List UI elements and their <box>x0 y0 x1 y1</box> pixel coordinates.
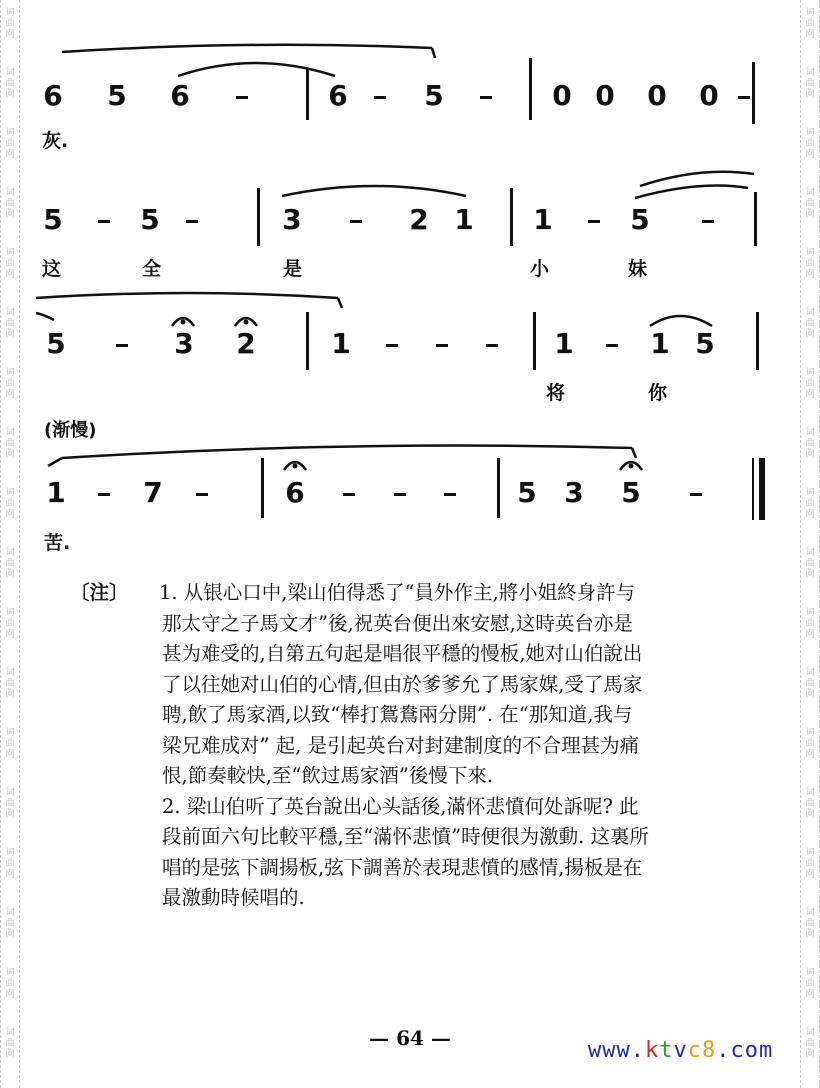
note: 0 <box>647 79 667 112</box>
watermark-char: 词 <box>5 428 15 438</box>
watermark-char: 词 <box>805 68 815 78</box>
slur <box>632 448 636 458</box>
watermark-char: 曲 <box>805 619 815 629</box>
watermark-char: 词 <box>5 8 15 18</box>
watermark-char: 词 <box>5 848 15 858</box>
slur <box>36 313 54 320</box>
note: 5 <box>695 327 715 360</box>
watermark-char: 网 <box>805 150 815 160</box>
watermark-char: 词 <box>5 128 15 138</box>
dash <box>486 344 498 347</box>
watermark-char: 曲 <box>805 139 815 149</box>
lyric: 将 <box>546 382 566 404</box>
dash <box>236 96 248 99</box>
note-paragraph-1-cont <box>76 609 776 792</box>
lyric: 你 <box>648 382 668 404</box>
watermark-char: 网 <box>805 810 815 820</box>
site-part: .com <box>716 1038 774 1063</box>
note: 1 <box>331 327 351 360</box>
watermark-char: 网 <box>805 1050 815 1060</box>
watermark-char: 网 <box>5 90 15 100</box>
lyric: 全 <box>142 258 162 280</box>
watermark-char: 曲 <box>5 919 15 929</box>
tempo-marking: (渐慢) <box>44 420 97 441</box>
watermark-char: 曲 <box>805 559 815 569</box>
watermark-char: 词 <box>805 368 815 378</box>
note-line: 恨,節奏較快,至“飲过馬家酒”後慢下來. <box>162 764 494 787</box>
note-line: 段前面六句比較平穩,至“滿怀悲憤”時便很为激動. 这裏所 <box>162 825 650 848</box>
watermark-char: 网 <box>805 30 815 40</box>
slur <box>62 45 432 52</box>
watermark-char: 曲 <box>5 79 15 89</box>
fermata-dot <box>181 320 186 325</box>
note-line: 2. 梁山伯听了英台說出心头話後,滿怀悲憤何处訴呢? 此 <box>162 794 639 818</box>
site-part: t <box>659 1038 674 1063</box>
note: 2 <box>236 327 256 360</box>
watermark-char: 词 <box>805 788 815 798</box>
slur <box>36 293 338 298</box>
barline <box>533 312 536 370</box>
dash <box>690 493 702 496</box>
watermark-char: 网 <box>5 450 15 460</box>
dash <box>738 96 750 99</box>
note: 3 <box>174 327 194 360</box>
note-line: 甚为难受的,自第五句起是唱很平穩的慢板,她对山伯說出 <box>162 642 643 665</box>
barline <box>752 62 755 124</box>
note: 5 <box>107 79 127 112</box>
watermark-char: 词 <box>5 248 15 258</box>
dash <box>343 493 355 496</box>
watermark-char: 曲 <box>805 259 815 269</box>
slur <box>635 186 748 198</box>
note-paragraph-2 <box>76 792 776 914</box>
watermark-char: 曲 <box>5 19 15 29</box>
watermark-char: 词 <box>805 248 815 258</box>
watermark-char: 曲 <box>5 559 15 569</box>
watermark-char: 曲 <box>5 439 15 449</box>
watermark-char: 词 <box>5 668 15 678</box>
watermark-char: 曲 <box>805 199 815 209</box>
barline <box>306 68 309 120</box>
dash <box>588 220 600 223</box>
lyric: 这 <box>42 258 62 280</box>
watermark-char: 词 <box>5 188 15 198</box>
watermark-char: 词 <box>5 908 15 918</box>
barline <box>306 312 309 370</box>
final-barline-thick <box>759 458 765 520</box>
watermark-char: 词 <box>5 68 15 78</box>
watermark-char: 词 <box>805 728 815 738</box>
watermark-char: 网 <box>5 870 15 880</box>
watermark-char: 曲 <box>5 859 15 869</box>
dash <box>480 96 492 99</box>
note: 6 <box>43 79 63 112</box>
note: 1 <box>533 203 553 236</box>
watermark-char: 词 <box>805 128 815 138</box>
barline <box>510 188 513 246</box>
dash <box>116 344 128 347</box>
watermark-char: 曲 <box>805 499 815 509</box>
watermark-char: 网 <box>5 570 15 580</box>
slur <box>48 458 62 466</box>
note: 3 <box>282 203 302 236</box>
watermark-char: 网 <box>805 870 815 880</box>
watermark-char: 网 <box>805 270 815 280</box>
watermark-char: 曲 <box>805 739 815 749</box>
watermark-char: 网 <box>5 750 15 760</box>
watermark-char: 网 <box>5 210 15 220</box>
watermark-char: 曲 <box>5 739 15 749</box>
dash <box>702 220 714 223</box>
watermark-char: 曲 <box>5 259 15 269</box>
watermark-char: 网 <box>805 630 815 640</box>
watermark-char: 曲 <box>5 979 15 989</box>
dash <box>386 344 398 347</box>
watermark-char: 曲 <box>805 379 815 389</box>
watermark-char: 网 <box>805 210 815 220</box>
watermark-char: 网 <box>805 450 815 460</box>
watermark-char: 网 <box>805 330 815 340</box>
watermark-char: 曲 <box>5 499 15 509</box>
watermark-char: 词 <box>5 608 15 618</box>
watermark-char: 曲 <box>805 19 815 29</box>
watermark-char: 网 <box>805 990 815 1000</box>
watermark-char: 网 <box>5 1050 15 1060</box>
watermark-char: 网 <box>5 150 15 160</box>
note: 5 <box>621 476 641 509</box>
watermark-char: 网 <box>805 510 815 520</box>
watermark-char: 网 <box>5 330 15 340</box>
dash <box>436 344 448 347</box>
note: 5 <box>140 203 160 236</box>
note: 7 <box>143 476 163 509</box>
watermark-char: 网 <box>5 390 15 400</box>
dash <box>394 493 406 496</box>
note-line: 那太守之子馬文才”後,祝英台便出來安慰,这時英台亦是 <box>162 611 633 635</box>
slur <box>640 172 754 186</box>
watermark-char: 词 <box>805 848 815 858</box>
lyric: 妹 <box>628 258 648 280</box>
watermark-char: 词 <box>5 1028 15 1038</box>
lyric: 灰. <box>42 130 69 152</box>
watermark-char: 曲 <box>5 1039 15 1049</box>
slur <box>338 298 342 308</box>
note: 6 <box>170 79 190 112</box>
lyric: 小 <box>530 258 550 280</box>
lyric: 苦. <box>44 532 71 554</box>
watermark-char: 曲 <box>5 139 15 149</box>
watermark-char: 曲 <box>5 379 15 389</box>
note: 6 <box>328 79 348 112</box>
dash <box>186 220 198 223</box>
dash <box>444 493 456 496</box>
watermark-char: 曲 <box>5 619 15 629</box>
note: 0 <box>595 79 615 112</box>
watermark-char: 网 <box>805 750 815 760</box>
watermark-char: 曲 <box>805 319 815 329</box>
watermark-char: 词 <box>5 968 15 978</box>
watermark-char: 曲 <box>805 439 815 449</box>
watermark-char: 网 <box>5 930 15 940</box>
dash <box>196 493 208 496</box>
dash <box>350 220 362 223</box>
barline <box>261 458 264 518</box>
slur <box>178 63 335 76</box>
watermark-char: 网 <box>5 510 15 520</box>
watermark-char: 曲 <box>805 79 815 89</box>
watermark-char: 词 <box>805 608 815 618</box>
note-line: 梁兄难成对” 起, 是引起英台对封建制度的不合理甚为痛 <box>162 733 640 757</box>
note-line: 了以往她对山伯的心情,但由於爹爹允了馬家媒,受了馬家 <box>162 672 643 696</box>
watermark-char: 网 <box>5 30 15 40</box>
watermark-char: 词 <box>5 548 15 558</box>
watermark-char: 词 <box>5 488 15 498</box>
notes-label: 〔注〕 <box>70 581 129 604</box>
site-watermark <box>588 1038 773 1063</box>
watermark-char: 网 <box>805 90 815 100</box>
site-part: c8 <box>687 1038 717 1063</box>
site-part: k <box>644 1038 660 1063</box>
watermark-char: 网 <box>805 390 815 400</box>
fermata-dot <box>629 464 634 469</box>
fermata-dot <box>293 464 298 469</box>
site-part: www. <box>588 1038 645 1063</box>
watermark-char: 词 <box>805 488 815 498</box>
watermark-char: 词 <box>805 428 815 438</box>
note-line: 最激動時候唱的. <box>162 886 305 909</box>
watermark-char: 曲 <box>5 199 15 209</box>
note: 2 <box>409 203 429 236</box>
barline <box>257 188 260 246</box>
barline <box>497 458 500 518</box>
watermark-char: 词 <box>805 188 815 198</box>
note-line: 聘,飲了馬家酒,以致“棒打鴛鴦兩分開”. 在“那知道,我与 <box>162 703 633 726</box>
note: 5 <box>43 203 63 236</box>
watermark-char: 词 <box>805 668 815 678</box>
watermark-char: 曲 <box>5 679 15 689</box>
dash <box>374 96 386 99</box>
note: 6 <box>285 476 305 509</box>
watermark-char: 曲 <box>805 799 815 809</box>
note: 1 <box>554 327 574 360</box>
barline <box>529 58 532 120</box>
watermark-char: 网 <box>5 270 15 280</box>
annotation-notes <box>70 578 776 914</box>
dash <box>606 344 618 347</box>
watermark-char: 曲 <box>5 799 15 809</box>
watermark-char: 词 <box>805 968 815 978</box>
watermark-char: 词 <box>5 368 15 378</box>
note: 1 <box>650 327 670 360</box>
note-line: 唱的是弦下調揚板,弦下調善於表現悲憤的感情,揚板是在 <box>162 855 643 879</box>
watermark-char: 曲 <box>805 1039 815 1049</box>
watermark-char: 网 <box>5 810 15 820</box>
watermark-char: 曲 <box>5 319 15 329</box>
watermark-char: 词 <box>805 308 815 318</box>
final-barline-thin <box>752 458 754 520</box>
watermark-char: 网 <box>805 570 815 580</box>
note: 5 <box>46 327 66 360</box>
watermark-char: 网 <box>805 690 815 700</box>
dash <box>98 493 110 496</box>
slur <box>282 186 466 196</box>
slur <box>650 316 712 326</box>
watermark-char: 词 <box>5 788 15 798</box>
note: 1 <box>454 203 474 236</box>
lyric: 是 <box>283 258 303 280</box>
slur <box>62 446 632 458</box>
watermark-char: 曲 <box>805 859 815 869</box>
dash <box>98 220 110 223</box>
watermark-char: 词 <box>5 728 15 738</box>
watermark-char: 词 <box>805 548 815 558</box>
note: 5 <box>517 476 537 509</box>
note: 5 <box>424 79 444 112</box>
slur <box>432 48 435 58</box>
watermark-char: 曲 <box>805 979 815 989</box>
note: 5 <box>630 203 650 236</box>
fermata-dot <box>244 320 249 325</box>
note-paragraph-1 <box>76 578 776 609</box>
barline <box>756 312 759 370</box>
page-number: — 64 — <box>369 1026 451 1050</box>
note: 0 <box>552 79 572 112</box>
watermark-char: 网 <box>805 930 815 940</box>
watermark-char: 网 <box>5 690 15 700</box>
watermark-char: 词 <box>805 908 815 918</box>
watermark-char: 网 <box>5 990 15 1000</box>
watermark-char: 网 <box>5 630 15 640</box>
barline <box>754 192 757 246</box>
watermark-char: 曲 <box>805 679 815 689</box>
watermark-char: 曲 <box>805 919 815 929</box>
note: 0 <box>699 79 719 112</box>
watermark-char: 词 <box>5 308 15 318</box>
watermark-char: 词 <box>805 8 815 18</box>
watermark-char: 词 <box>805 1028 815 1038</box>
note: 1 <box>46 476 66 509</box>
note-line: 1. 从银心口中,梁山伯得悉了“員外作主,將小姐終身許与 <box>159 581 636 604</box>
site-part: v <box>673 1038 688 1063</box>
note: 3 <box>564 476 584 509</box>
